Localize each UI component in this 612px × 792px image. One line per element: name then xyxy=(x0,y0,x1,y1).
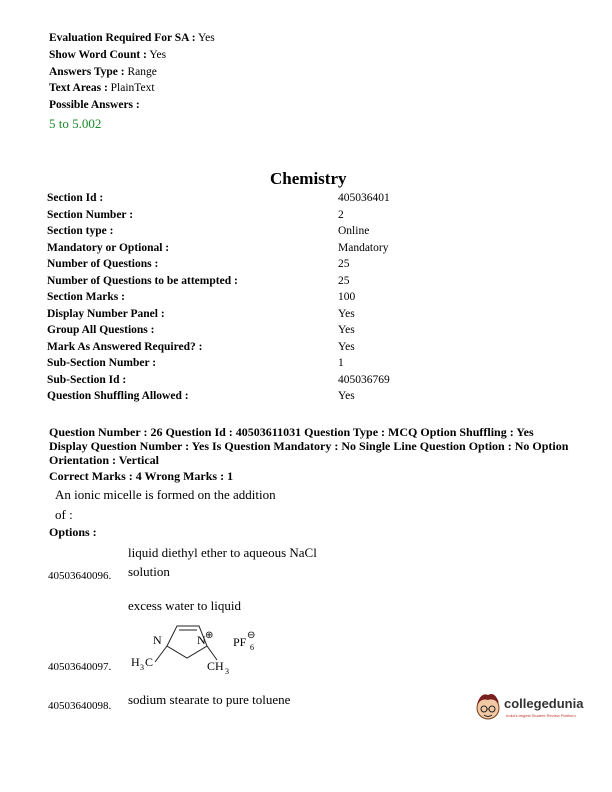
row-label: Section Id : xyxy=(47,192,104,204)
row-label: Number of Questions to be attempted : xyxy=(47,275,238,287)
logo-name: collegedunia xyxy=(504,696,584,711)
row-label: Sub-Section Id : xyxy=(47,374,127,386)
row-value: 25 xyxy=(338,275,350,287)
row-label: Group All Questions : xyxy=(47,324,155,336)
structure-minus-charge: ⊖ xyxy=(247,630,256,641)
structure-right-ch: CH xyxy=(207,659,224,673)
option-3-id: 40503640098. xyxy=(48,700,112,712)
structure-left-h: H xyxy=(131,655,140,669)
mascot-icon xyxy=(473,690,503,722)
row-value: 2 xyxy=(338,209,344,221)
row-label: Mandatory or Optional : xyxy=(47,242,170,254)
option-1-text-line2: solution xyxy=(128,564,170,579)
structure-plus-charge: ⊕ xyxy=(205,630,214,641)
option-1-text-line1: liquid diethyl ether to aqueous NaCl xyxy=(128,545,317,560)
row-value: Yes xyxy=(338,390,355,402)
meta-word-count: Show Word Count : Yes xyxy=(49,49,167,61)
row-value: 405036401 xyxy=(338,192,390,204)
row-label: Number of Questions : xyxy=(47,258,159,270)
structure-left-c: C xyxy=(145,655,154,669)
row-label: Display Number Panel : xyxy=(47,308,165,320)
row-value: 405036769 xyxy=(338,374,390,386)
option-2-text: excess water to liquid xyxy=(128,598,241,613)
question-marks: Correct Marks : 4 Wrong Marks : 1 xyxy=(49,469,234,483)
question-text-line1: An ionic micelle is formed on the addition xyxy=(55,487,276,502)
structure-pf: PF xyxy=(233,635,247,649)
options-label: Options : xyxy=(49,525,97,539)
structure-left-sub: 3 xyxy=(140,663,144,672)
question-header-line2: Display Question Number : Yes Is Question Mandatory : No Single Line Question Option : No Option xyxy=(49,439,569,453)
row-value: Yes xyxy=(338,308,355,320)
meta-answers-type: Answers Type : Range xyxy=(49,66,157,78)
imidazolium-structure-diagram xyxy=(125,620,265,675)
meta-evaluation: Evaluation Required For SA : Yes xyxy=(49,32,215,44)
row-label: Section type : xyxy=(47,225,114,237)
question-header-line1: Question Number : 26 Question Id : 40503611031 Question Type : MCQ Option Shuffling : Yes xyxy=(49,425,534,439)
meta-possible-answers: Possible Answers : xyxy=(49,99,140,111)
question-text-line2: of : xyxy=(55,507,73,522)
collegedunia-logo xyxy=(473,690,591,724)
option-1-id: 40503640096. xyxy=(48,570,112,582)
row-label: Mark As Answered Required? : xyxy=(47,341,203,353)
row-value: 25 xyxy=(338,258,350,270)
option-3-text: sodium stearate to pure toluene xyxy=(128,692,291,707)
row-value: Yes xyxy=(338,324,355,336)
meta-text-areas: Text Areas : PlainText xyxy=(49,82,155,94)
logo-tagline: India's largest Student Review Platform xyxy=(506,713,576,718)
possible-answer-value: 5 to 5.002 xyxy=(49,116,102,131)
row-label: Section Marks : xyxy=(47,291,125,303)
structure-n1: N xyxy=(153,633,162,647)
row-label: Section Number : xyxy=(47,209,134,221)
row-value: 100 xyxy=(338,291,356,303)
structure-pf-sub: 6 xyxy=(250,643,254,652)
row-value: Mandatory xyxy=(338,242,389,254)
row-label: Question Shuffling Allowed : xyxy=(47,390,189,402)
structure-right-sub: 3 xyxy=(225,667,229,675)
row-value: Yes xyxy=(338,341,355,353)
section-title: Chemistry xyxy=(270,169,347,188)
row-label: Sub-Section Number : xyxy=(47,357,157,369)
structure-n2: N xyxy=(197,633,206,647)
row-value: 1 xyxy=(338,357,344,369)
option-2-id: 40503640097. xyxy=(48,661,112,673)
question-header-line3: Orientation : Vertical xyxy=(49,453,159,467)
row-value: Online xyxy=(338,225,370,237)
